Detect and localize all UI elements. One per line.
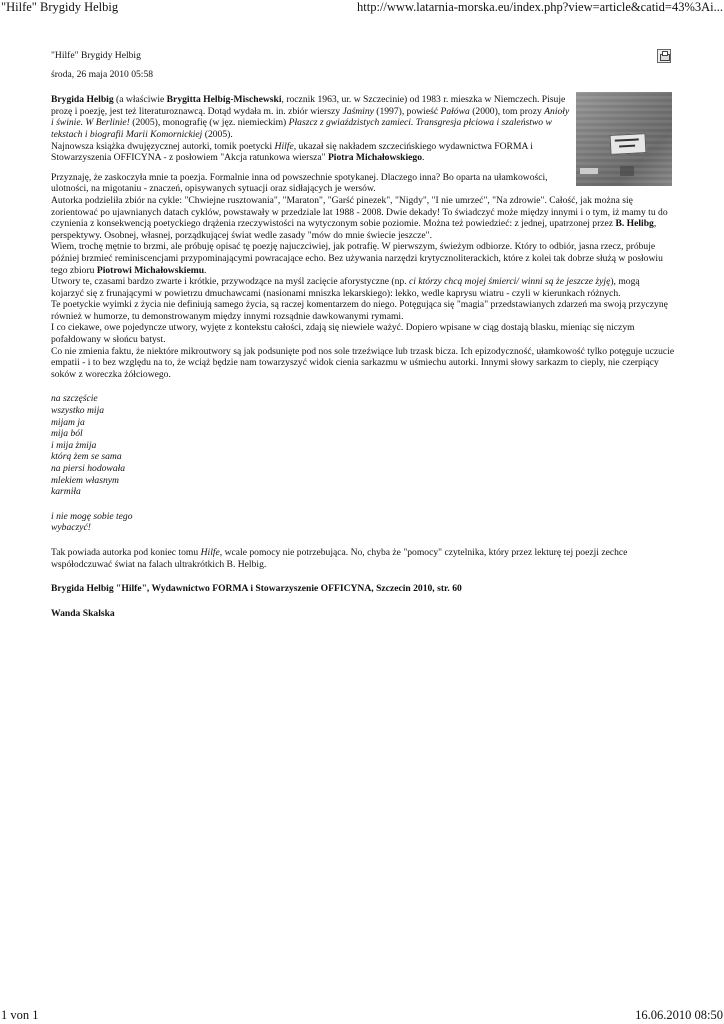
- print-footer-timestamp: 16.06.2010 08:50: [635, 1008, 723, 1022]
- paragraph-bio: Brygida Helbig (a właściwie Brygitta Helbig-Mischewski, rocznik 1963, ur. w Szczecinie) od 1983 r. mieszka w Niemczech. Pisuje prozę i poezję, jest też literaturoznawcą. Dotąd wydała m. in. zbiór wierszy Jaśminy (1997), powieść Pałówa (2000), tom prozy Anioły i świnie. W Berlinie! (2005), monografię (w jęz. niemieckim) Płaszcz z gwiaździstych zamieci. Transgresja płciowa i szaleństwo w tekstach i biografii Marii Komornickiej (2005).: [51, 94, 570, 140]
- paragraph-magic: Te poetyckie wyimki z życia nie definiują samego życia, są raczej komentarzem do niego. Potęgująca się "magia" przedstawianych zdarzeń ma swoją przyczynę również w humorze, tu demonstrowanym między innymi rozsądnie dawkowanymi rymami.: [51, 299, 668, 322]
- print-header: [0, 0, 724, 16]
- poem-stanza-1: na szczęście wszystko mija mijam ja mija ból i mija żmija którą żem se sama na piersi hodowała mlekiem własnym karmiła: [51, 393, 126, 498]
- poem-stanza-2: i nie mogę sobie tego wybaczyć!: [51, 510, 133, 534]
- paragraph-surprise: Przyznaję, że zaskoczyła mnie ta poezja. Formalnie inna od powszechnie spotykanej. Dlaczego inna? Bo oparta na ułamkowości, ulotności, na migotaniu - znaczeń, opisywanych sytuacji oraz sidłających je wersów.: [51, 171, 548, 195]
- paragraph-reception: Wiem, trochę mętnie to brzmi, ale próbuję opisać tę poezję najuczciwiej, jak potrafię. W pierwszym, świeżym odbiorze. Który to odbiór, jasna rzecz, próbuje później brzmieć reminiscencjami przypominającymi powracające echo. Bez używania narzędzi krytycznoliterackich, które z kolei tak dobrze służą w posłowiu tego zbioru Piotrowi Michałowskiemu.: [51, 241, 663, 276]
- paragraph-context: I co ciekawe, owe pojedyncze utwory, wyjęte z kontekstu całości, zdają się niewiele ważyć. Dopiero wpisane w ciąg dostają blasku, mieniąc się niczym pofałdowany w słońcu batyst.: [51, 322, 635, 346]
- print-header-title: "Hilfe" Brygidy Helbig: [1, 0, 119, 14]
- paragraph-new-book: Najnowsza książka dwujęzycznej autorki, tomik poetycki Hilfe, ukazał się nakładem szczecińskiego wydawnictwa FORMA i Stowarzyszenia OFFICYNA - z posłowiem "Akcja ratunkowa wiersza" Piotra Michałowskiego.: [51, 140, 533, 164]
- print-header-url: http://www.latarnia-morska.eu/index.php?view=article&catid=43%3Ai...: [357, 0, 723, 14]
- print-footer: [0, 1008, 724, 1024]
- paragraph-empathy: Co nie zmienia faktu, że niektóre mikroutwory są jak podsunięte pod nos sole trzeźwiące lub trzask bicza. Ich epizodyczność, ułamkowość tylko potęguje uczucie empatii - i to bez względu na to, że wciąż będzie nam towarzyszyć widok cienia sarkazmu w uśmiechu autorki. Innymi słowy sarkazm to cieply, nie czerpiący soków z woreczka żółciowego.: [51, 345, 675, 380]
- paragraph-aphorism: Utwory te, czasami bardzo zwarte i krótkie, przywodzące na myśl zacięcie aforystyczne (np. ci którzy chcą mojej śmierci/ winni są że jeszcze żyję), mogą kojarzyć się z frunającymi w powietrzu dmuchawcami (nasionami mniszka lekarskiego): lekko, wedle kaprysu wiatru - czyli w kierunkach różnych.: [51, 276, 640, 299]
- book-citation: Brygida Helbig "Hilfe", Wydawnictwo FORMA i Stowarzyszenie OFFICYNA, Szczecin 2010, str. 60: [51, 583, 462, 595]
- article-body: [51, 50, 675, 619]
- paragraph-closing: Tak powiada autorka pod koniec tomu Hilfe, wcale pomocy nie potrzebująca. No, chyba że "pomocy" czytelnika, który przez lekturę tej poezji zechce współodczuwać świat na falach ultrakrótkich B. Helbig.: [51, 546, 628, 570]
- author-signature: Wanda Skalska: [51, 607, 115, 619]
- paragraph-cycles: Autorka podzieliła zbiór na cykle: "Chwiejne rusztowania", "Maraton", "Garść pinezek", "Nigdy", "I nie umrzeć", "Na zdrowie". Całość, jak można się zorientować po ujawnianych datach cyklów, powstawały w przedziale lat 1988 - 2008. Dwie dekady! To świadczyć może między innymi i o tym, iż mamy tu do czynienia z konsekwencją poetyckiego drążenia rzeczywistości na wytyczonym sobie poziomie. Można też powiedzieć: z jednej, upatrzonej przez B. Helibg, perspektywy. Osobnej, własnej, porządkującej świat wedle zasady "mów do mnie świecie jeszcze".: [51, 194, 668, 241]
- article-date: środa, 26 maja 2010 05:58: [51, 68, 154, 80]
- print-footer-page: 1 von 1: [1, 1008, 39, 1022]
- article-title: "Hilfe" Brygidy Helbig: [51, 50, 141, 61]
